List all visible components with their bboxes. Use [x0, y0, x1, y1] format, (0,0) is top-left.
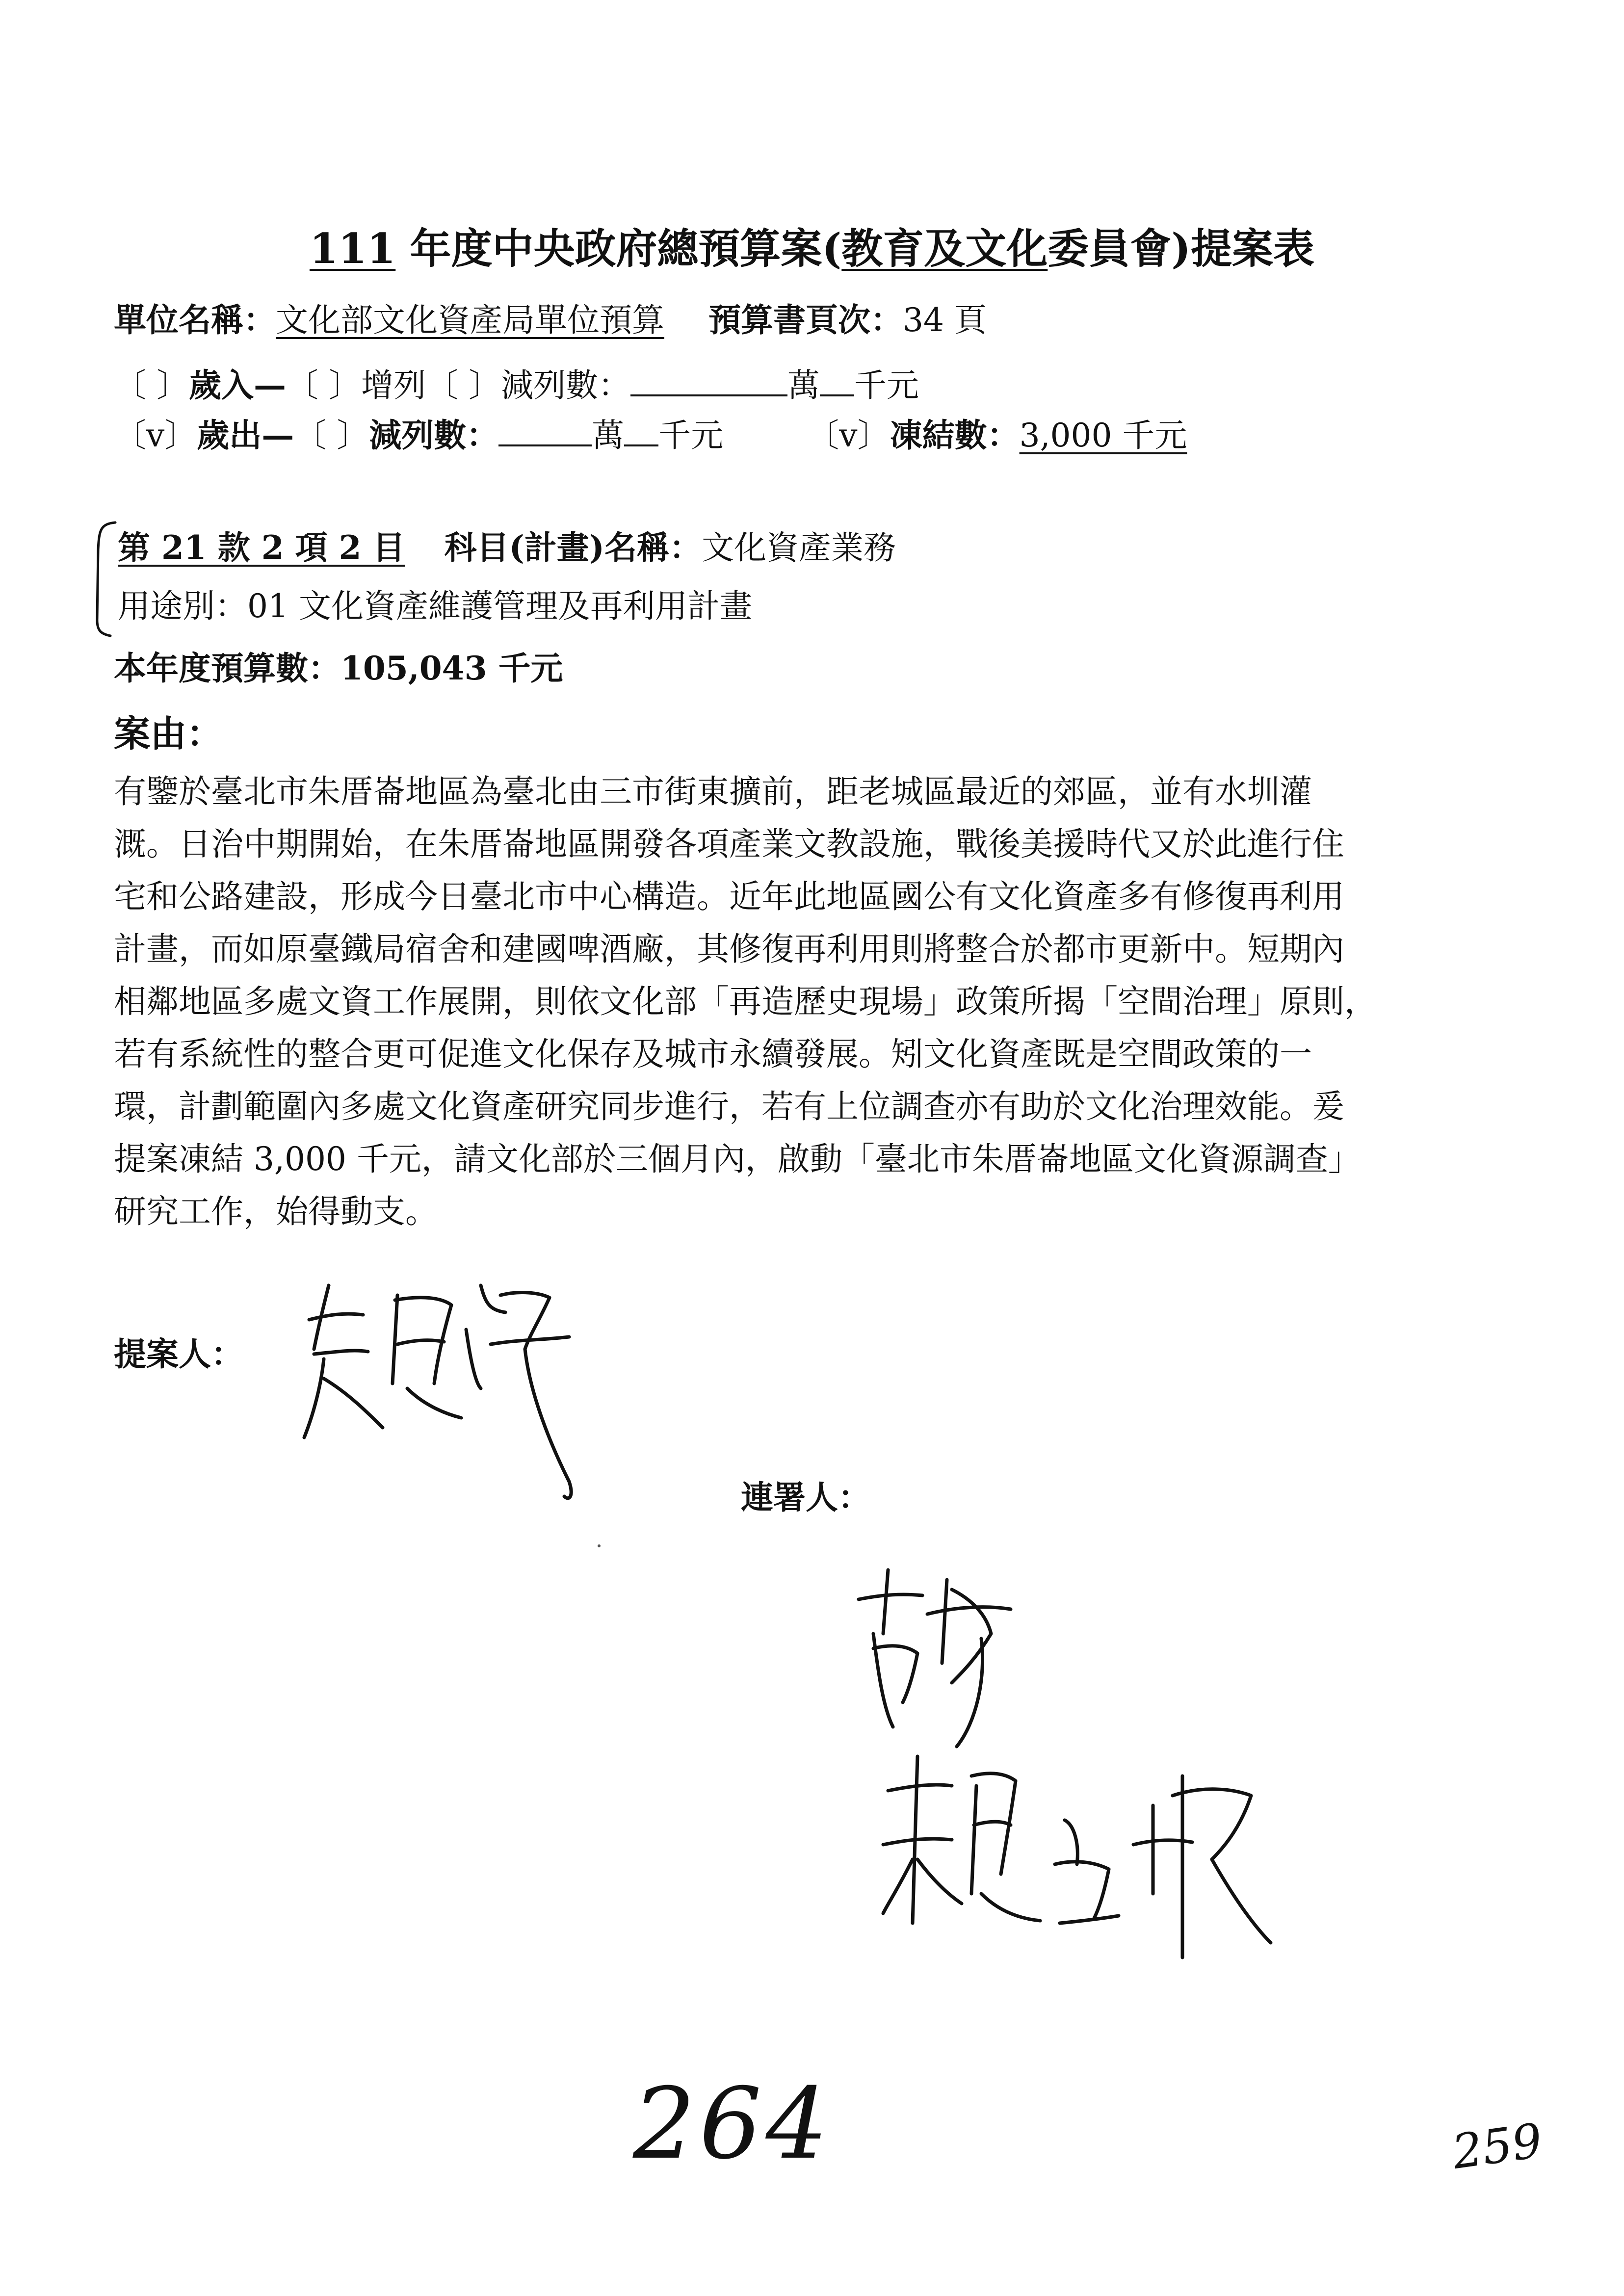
expenditure-qian-blank [624, 415, 658, 446]
freeze-value: 3,000 千元 [1019, 417, 1187, 454]
expenditure-dash: — [262, 416, 294, 454]
expenditure-decrease: 減列數： [369, 416, 499, 454]
title-tail: 委員會)提案表 [1048, 224, 1315, 273]
expenditure-wan: 萬 [592, 417, 625, 454]
freeze-box: 〔v〕 [807, 417, 890, 454]
revenue-increase-box: 〔 〕 [286, 366, 361, 404]
page-value: 34 頁 [903, 301, 987, 339]
handwritten-number-corner: 259 [1449, 2113, 1546, 2180]
stray-dot [598, 1544, 601, 1547]
unit-name: 文化部文化資產局單位預算 [276, 301, 664, 339]
revenue-box: 〔 〕 [114, 366, 189, 404]
cosigner-signature-1 [854, 1560, 1030, 1756]
item-line [118, 528, 896, 568]
title-rest: 年度中央政府總預算案( [395, 224, 842, 273]
reason-line: 研究工作，始得動支。 [114, 1193, 438, 1230]
revenue-decrease-box: 〔 〕 [425, 366, 501, 404]
proposer-label: 提案人： [114, 1335, 243, 1373]
revenue-qian-blank [820, 365, 854, 396]
freeze-label: 凍結數： [890, 416, 1020, 454]
reason-line: 計畫，而如原臺鐵局宿舍和建國啤酒廠，其修復再利用則將整合於都市更新中。短期內 [114, 930, 1344, 968]
subject-value: 文化資產業務 [702, 529, 896, 567]
reason-line: 相鄰地區多處文資工作展開，則依文化部「再造歷史現場」政策所揭「空間治理」原則， [114, 983, 1377, 1020]
expenditure-label: 歲出 [197, 416, 262, 454]
budget-label: 本年度預算數： [114, 649, 341, 687]
expenditure-box: 〔v〕 [114, 417, 197, 454]
reason-line: 溉。日治中期開始，在朱厝崙地區開發各項產業文教設施，戰後美援時代又於此進行住 [114, 825, 1344, 863]
budget-line [114, 649, 563, 688]
reason-body [114, 765, 1537, 1238]
unit-line [114, 300, 987, 340]
title-year: 111 [309, 224, 396, 273]
expenditure-line [114, 415, 1187, 455]
page-title [0, 216, 1624, 275]
use-line: 用途別：01 文化資產維護管理及再利用計畫 [118, 587, 752, 625]
budget-value: 105,043 千元 [341, 649, 563, 687]
handwritten-number-main: 264 [633, 2067, 832, 2181]
proposer-signature [294, 1266, 608, 1521]
item-bracket [88, 520, 118, 638]
subject-label: 科目(計畫)名稱： [444, 528, 702, 567]
reason-heading: 案由： [114, 713, 223, 755]
reason-line: 宅和公路建設，形成今日臺北市中心構造。近年此地區國公有文化資產多有修復再利用 [114, 878, 1344, 915]
reason-line: 環，計劃範圍內多處文化資產研究同步進行，若有上位調查亦有助於文化治理效能。爰 [114, 1088, 1344, 1125]
revenue-increase: 增列 [361, 366, 426, 404]
reason-line: 提案凍結 3,000 千元，請文化部於三個月內，啟動「臺北市朱厝崙地區文化資源調查」 [114, 1140, 1361, 1178]
revenue-qian: 千元 [854, 366, 919, 404]
cosigner-label: 連署人： [741, 1478, 870, 1516]
revenue-decrease: 減列數： [500, 366, 630, 404]
title-committee: 教育及文化 [841, 224, 1048, 273]
revenue-dash: — [253, 366, 286, 404]
expenditure-qian: 千元 [658, 417, 724, 454]
reason-line: 若有系統性的整合更可促進文化保存及城市永續發展。矧文化資產既是空間政策的一 [114, 1035, 1312, 1073]
expenditure-wan-blank [498, 415, 592, 446]
page-label: 預算書頁次： [708, 301, 903, 339]
unit-label: 單位名稱： [114, 301, 276, 339]
reason-line: 有鑒於臺北市朱厝崙地區為臺北由三市街東擴前，距老城區最近的郊區，並有水圳灌 [114, 773, 1312, 810]
revenue-wan-blank [630, 365, 787, 396]
cosigner-signature-2 [878, 1747, 1281, 1972]
revenue-line [114, 365, 919, 405]
revenue-wan: 萬 [787, 366, 820, 404]
expenditure-decrease-box: 〔 〕 [294, 417, 369, 454]
revenue-label: 歲入 [188, 366, 254, 404]
item-code: 第 21 款 2 項 2 目 [118, 528, 405, 567]
